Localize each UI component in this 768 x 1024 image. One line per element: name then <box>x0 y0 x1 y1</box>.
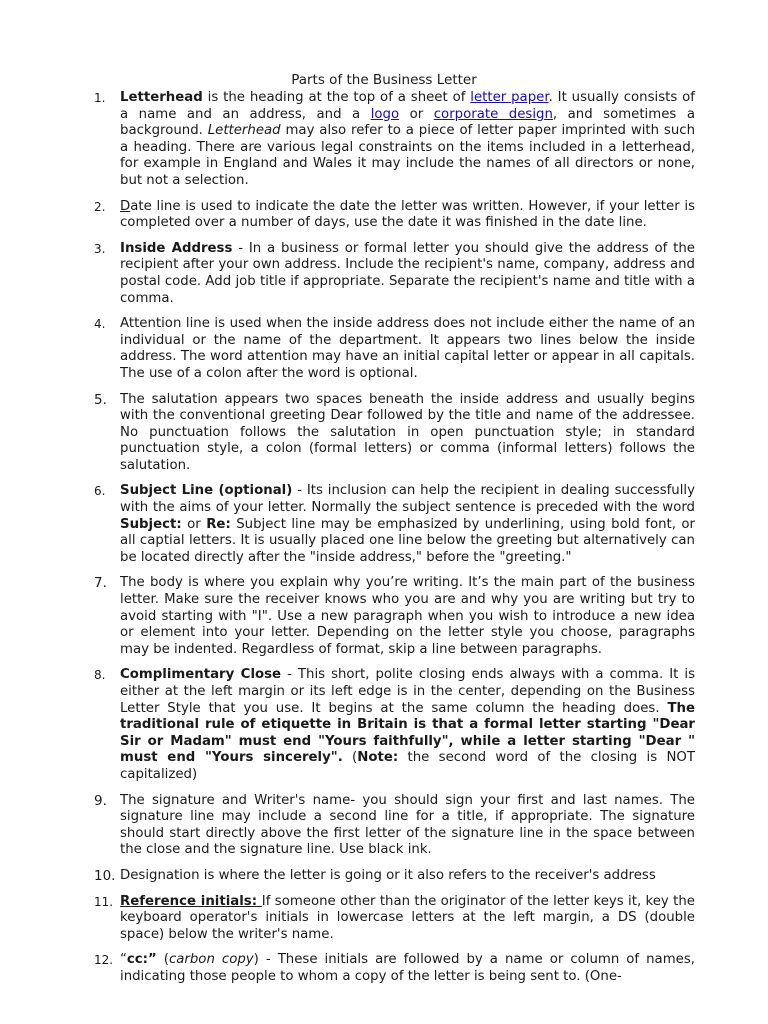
item-text: Inside Address - In a business or formal letter you should give the address of the recipient after your own address. Include the recipient's name, company, address and postal code. Add job title if appropriate. Separate the recipient's name and title with a comma. <box>120 240 695 306</box>
term-subject-line: Subject Line (optional) <box>120 483 293 499</box>
term-cc: cc:” <box>126 952 157 968</box>
item-text: Designation is where the letter is going or it also refers to the receiver's address <box>120 867 656 883</box>
item-text: “cc:” (carbon copy) - These initials are followed by a name or column of names, indicating those people to whom a copy of the letter is being sent to. (One- <box>120 952 695 984</box>
list-item <box>0 90 768 190</box>
item-number: 5. <box>94 391 107 408</box>
item-number: 2. <box>94 199 106 214</box>
list-item <box>0 199 768 232</box>
logo-link[interactable]: logo <box>370 106 400 122</box>
item-number: 8. <box>94 668 106 683</box>
item-number: 9. <box>94 792 107 809</box>
list-item <box>0 575 768 658</box>
item-number: 6. <box>94 484 106 499</box>
letter-paper-link[interactable]: letter paper <box>470 90 549 105</box>
term-letterhead: Letterhead <box>120 90 203 105</box>
item-text: Subject Line (optional) - Its inclusion can help the recipient in dealing successfully with the aims of your letter. Normally the subject sentence is preceded with the word Subject: or Re: Subject line may be emphasized by underlining, using bold font, or all captial letters. It is usually placed one line below the greeting but alternatively can be located directly after the "inside address," before the "greeting." <box>120 483 695 565</box>
term-inside-address: Inside Address <box>120 240 233 256</box>
list-item <box>0 952 768 985</box>
term-reference-initials: Reference initials: <box>120 893 262 909</box>
list-item <box>0 667 768 783</box>
item-number: 4. <box>94 317 106 332</box>
item-number: 12. <box>94 953 114 968</box>
parts-list <box>0 90 768 995</box>
term-complimentary-close: Complimentary Close <box>120 667 282 683</box>
page-title: Parts of the Business Letter <box>291 72 477 88</box>
item-number: 11. <box>94 894 114 909</box>
list-item <box>0 483 768 566</box>
list-item <box>0 868 768 885</box>
list-item <box>0 392 768 475</box>
item-number: 7. <box>94 575 107 592</box>
item-text: Attention line is used when the inside address does not include either the name of an individual or the name of the department. It appears two lines below the inside address. The word attention may have an initial capital letter or appear in all capitals. The use of a colon after the word is optional. <box>120 316 695 381</box>
item-text: Complimentary Close - This short, polite closing ends always with a comma. It is either at the left margin or its left edge is in the center, depending on the Business Letter Style that you use. It begins at the same column the heading does. The traditional rule of etiquette in Britain is that a formal letter starting "Dear Sir or Madam" must end "Yours faithfully", while a letter starting "Dear " must end "Yours sincerely". (Note: the second word of the closing is NOT capitalized) <box>120 667 695 782</box>
list-item <box>0 316 768 382</box>
list-item <box>0 894 768 944</box>
corporate-design-link[interactable]: corporate design <box>433 106 553 122</box>
item-text: The body is where you explain why you’re writing. It’s the main part of the business letter. Make sure the receiver knows who you are and why you are writing but try to avoid starting with "I". Use a new paragraph when you wish to introduce a new idea or element into your letter. Depending on the letter style you choose, paragraphs may be indented. Regardless of format, skip a line between paragraphs. <box>120 575 695 657</box>
item-text: Letterhead is the heading at the top of a sheet of letter paper. It usually consists of a name and an address, and a logo or corporate design, and sometimes a background. Letterhead may also refer to a piece of letter paper imprinted with such a heading. There are various legal constraints on the items included in a letterhead, for example in England and Wales it may include the names of all directors or none, but not a selection. <box>120 90 695 188</box>
item-text: The signature and Writer's name- you should sign your first and last names. The signature line may include a second line for a title, if appropriate. The signature should start directly above the first letter of the signature line in the space between the close and the signature line. Use black ink. <box>120 792 695 858</box>
item-number: 1. <box>94 91 106 105</box>
item-text: Reference initials: If someone other than the originator of the letter keys it, key the keyboard operator's initials in lowercase letters at the left margin, a DS (double space) below the writer's name. <box>120 893 695 942</box>
item-number: 10. <box>94 867 116 884</box>
list-item <box>0 793 768 859</box>
item-text: The salutation appears two spaces beneath the inside address and usually begins with the conventional greeting Dear followed by the title and name of the addressee. No punctuation follows the salutation in open punctuation style; in standard punctuation style, a colon (formal letters) or comma (informal letters) follows the salutation. <box>120 391 695 473</box>
item-number: 3. <box>94 241 106 256</box>
item-text: Date line is used to indicate the date the letter was written. However, if your letter is completed over a number of days, use the date it was finished in the date line. <box>120 198 695 231</box>
list-item <box>0 241 768 307</box>
